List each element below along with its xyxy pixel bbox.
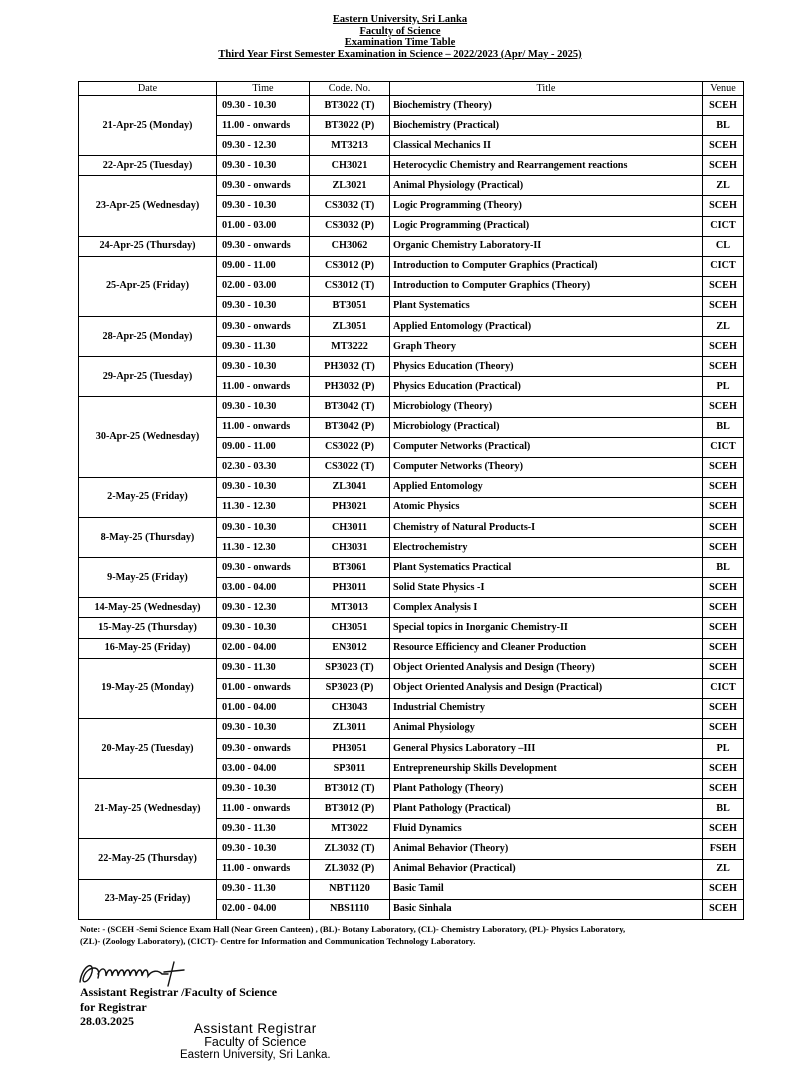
venue-cell: SCEH <box>703 638 744 658</box>
venue-cell: SCEH <box>703 457 744 477</box>
signatory-for: for Registrar <box>80 999 147 1014</box>
venue-cell: SCEH <box>703 337 744 357</box>
course-title-cell: Microbiology (Practical) <box>390 417 703 437</box>
venue-cell: SCEH <box>703 618 744 638</box>
column-header-time: Time <box>217 82 310 96</box>
exam-time-cell: 09.30 - 11.30 <box>217 879 310 899</box>
note-line: (ZL)- (Zoology Laboratory), (CICT)- Centre for Information and Communication Technology Laboratory. <box>80 936 476 946</box>
course-title-cell: Introduction to Computer Graphics (Theory) <box>390 276 703 296</box>
exam-time-cell: 09.30 - 10.30 <box>217 196 310 216</box>
course-code-cell: MT3022 <box>310 819 390 839</box>
exam-time-cell: 02.00 - 03.00 <box>217 276 310 296</box>
table-row <box>79 256 744 276</box>
signatory-title: Assistant Registrar /Faculty of Science <box>80 985 278 999</box>
exam-time-cell: 11.00 - onwards <box>217 859 310 879</box>
table-row <box>79 598 744 618</box>
venue-cell: ZL <box>703 176 744 196</box>
course-code-cell: CH3062 <box>310 236 390 256</box>
table-row <box>79 357 744 377</box>
course-code-cell: ZL3041 <box>310 477 390 497</box>
course-code-cell: ZL3032 (T) <box>310 839 390 859</box>
stamp-line-university: Eastern University, Sri Lanka. <box>180 1049 331 1061</box>
column-header-title: Title <box>390 82 703 96</box>
exam-date-cell: 19-May-25 (Monday) <box>79 658 217 718</box>
exam-time-cell: 09.30 - 10.30 <box>217 618 310 638</box>
exam-date-cell: 8-May-25 (Thursday) <box>79 517 217 557</box>
course-title-cell: Plant Pathology (Practical) <box>390 799 703 819</box>
course-title-cell: Introduction to Computer Graphics (Practical) <box>390 256 703 276</box>
table-row <box>79 317 744 337</box>
course-code-cell: PH3032 (T) <box>310 357 390 377</box>
course-title-cell: Object Oriented Analysis and Design (Practical) <box>390 678 703 698</box>
venue-cell: CICT <box>703 256 744 276</box>
exam-time-cell: 09.30 - onwards <box>217 176 310 196</box>
course-code-cell: NBS1110 <box>310 899 390 919</box>
course-code-cell: BT3042 (P) <box>310 417 390 437</box>
exam-date-cell: 2-May-25 (Friday) <box>79 477 217 517</box>
exam-date-cell: 25-Apr-25 (Friday) <box>79 256 217 316</box>
exam-date-cell: 28-Apr-25 (Monday) <box>79 317 217 357</box>
exam-date-cell: 15-May-25 (Thursday) <box>79 618 217 638</box>
table-row <box>79 397 744 417</box>
course-title-cell: Physics Education (Practical) <box>390 377 703 397</box>
course-title-cell: Plant Pathology (Theory) <box>390 779 703 799</box>
venue-cell: SCEH <box>703 658 744 678</box>
exam-time-cell: 02.30 - 03.30 <box>217 457 310 477</box>
table-row <box>79 618 744 638</box>
course-code-cell: BT3012 (P) <box>310 799 390 819</box>
exam-subtitle: Third Year First Semester Examination in Science – 2022/2023 (Apr/ May - 2025) <box>218 48 582 60</box>
course-code-cell: ZL3021 <box>310 176 390 196</box>
course-title-cell: Organic Chemistry Laboratory-II <box>390 236 703 256</box>
course-code-cell: BT3061 <box>310 558 390 578</box>
course-code-cell: CS3012 (T) <box>310 276 390 296</box>
course-code-cell: CH3051 <box>310 618 390 638</box>
venue-cell: SCEH <box>703 477 744 497</box>
table-row <box>79 638 744 658</box>
exam-time-cell: 03.00 - 04.00 <box>217 759 310 779</box>
venue-cell: SCEH <box>703 879 744 899</box>
venue-cell: CL <box>703 236 744 256</box>
course-title-cell: Computer Networks (Theory) <box>390 457 703 477</box>
course-title-cell: Animal Behavior (Practical) <box>390 859 703 879</box>
course-title-cell: Animal Physiology (Practical) <box>390 176 703 196</box>
exam-date-cell: 20-May-25 (Tuesday) <box>79 718 217 778</box>
exam-time-cell: 09.30 - onwards <box>217 558 310 578</box>
course-title-cell: Basic Sinhala <box>390 899 703 919</box>
venue-cell: SCEH <box>703 779 744 799</box>
signature-date: 28.03.2025 <box>80 1014 134 1028</box>
venue-cell: CICT <box>703 216 744 236</box>
course-code-cell: MT3213 <box>310 136 390 156</box>
course-code-cell: CS3012 (P) <box>310 256 390 276</box>
venue-cell: PL <box>703 739 744 759</box>
course-code-cell: EN3012 <box>310 638 390 658</box>
exam-time-cell: 09.30 - 11.30 <box>217 819 310 839</box>
venue-cell: ZL <box>703 317 744 337</box>
course-code-cell: CS3022 (P) <box>310 437 390 457</box>
venue-cell: ZL <box>703 859 744 879</box>
venue-cell: SCEH <box>703 899 744 919</box>
column-header-venue: Venue <box>703 82 744 96</box>
note-line: Note: - (SCEH -Semi Science Exam Hall (Near Green Canteen) , (BL)- Botany Laboratory, (CL)- Chemistry Laboratory, (PL)- Physics Laboratory, <box>80 924 626 934</box>
exam-date-cell: 14-May-25 (Wednesday) <box>79 598 217 618</box>
course-title-cell: Special topics in Inorganic Chemistry-II <box>390 618 703 638</box>
exam-time-cell: 09.30 - 10.30 <box>217 357 310 377</box>
course-title-cell: Graph Theory <box>390 337 703 357</box>
course-title-cell: Plant Systematics Practical <box>390 558 703 578</box>
table-row <box>79 477 744 497</box>
course-title-cell: Animal Behavior (Theory) <box>390 839 703 859</box>
venue-note <box>80 923 740 947</box>
exam-date-cell: 23-May-25 (Friday) <box>79 879 217 919</box>
venue-cell: SCEH <box>703 276 744 296</box>
course-title-cell: Physics Education (Theory) <box>390 357 703 377</box>
exam-time-cell: 11.00 - onwards <box>217 116 310 136</box>
exam-date-cell: 22-Apr-25 (Tuesday) <box>79 156 217 176</box>
venue-cell: SCEH <box>703 357 744 377</box>
course-title-cell: Entrepreneurship Skills Development <box>390 759 703 779</box>
exam-time-cell: 09.30 - 10.30 <box>217 156 310 176</box>
exam-time-cell: 09.30 - 11.30 <box>217 658 310 678</box>
exam-date-cell: 16-May-25 (Friday) <box>79 638 217 658</box>
exam-date-cell: 30-Apr-25 (Wednesday) <box>79 397 217 477</box>
course-title-cell: Applied Entomology <box>390 477 703 497</box>
exam-time-cell: 09.30 - 10.30 <box>217 96 310 116</box>
course-title-cell: Resource Efficiency and Cleaner Production <box>390 638 703 658</box>
course-title-cell: Applied Entomology (Practical) <box>390 317 703 337</box>
exam-time-cell: 09.30 - onwards <box>217 317 310 337</box>
table-row <box>79 839 744 859</box>
venue-cell: BL <box>703 116 744 136</box>
table-row <box>79 236 744 256</box>
course-code-cell: PH3021 <box>310 497 390 517</box>
exam-time-cell: 09.30 - 12.30 <box>217 136 310 156</box>
table-row <box>79 517 744 537</box>
course-code-cell: PH3051 <box>310 739 390 759</box>
course-title-cell: Logic Programming (Theory) <box>390 196 703 216</box>
venue-cell: SCEH <box>703 598 744 618</box>
course-title-cell: Biochemistry (Practical) <box>390 116 703 136</box>
venue-cell: SCEH <box>703 136 744 156</box>
exam-date-cell: 23-Apr-25 (Wednesday) <box>79 176 217 236</box>
venue-cell: CICT <box>703 437 744 457</box>
course-title-cell: Biochemistry (Theory) <box>390 96 703 116</box>
venue-cell: SCEH <box>703 196 744 216</box>
timetable-body <box>79 96 744 920</box>
venue-cell: SCEH <box>703 517 744 537</box>
course-title-cell: Fluid Dynamics <box>390 819 703 839</box>
venue-cell: FSEH <box>703 839 744 859</box>
course-title-cell: Basic Tamil <box>390 879 703 899</box>
course-title-cell: Atomic Physics <box>390 497 703 517</box>
course-code-cell: CS3032 (T) <box>310 196 390 216</box>
table-row <box>79 558 744 578</box>
venue-cell: SCEH <box>703 718 744 738</box>
stamp-line-faculty: Faculty of Science <box>204 1035 307 1049</box>
university-name: Eastern University, Sri Lanka <box>332 14 468 25</box>
table-row <box>79 658 744 678</box>
venue-cell: SCEH <box>703 397 744 417</box>
exam-time-cell: 11.00 - onwards <box>217 799 310 819</box>
exam-time-cell: 11.00 - onwards <box>217 417 310 437</box>
course-title-cell: General Physics Laboratory –III <box>390 739 703 759</box>
course-code-cell: BT3022 (T) <box>310 96 390 116</box>
column-header-code: Code. No. <box>310 82 390 96</box>
course-code-cell: CH3021 <box>310 156 390 176</box>
venue-cell: SCEH <box>703 698 744 718</box>
course-title-cell: Industrial Chemistry <box>390 698 703 718</box>
venue-cell: SCEH <box>703 96 744 116</box>
course-code-cell: MT3222 <box>310 337 390 357</box>
table-row <box>79 96 744 116</box>
venue-cell: SCEH <box>703 296 744 316</box>
course-code-cell: PH3011 <box>310 578 390 598</box>
course-code-cell: MT3013 <box>310 598 390 618</box>
exam-time-cell: 01.00 - 03.00 <box>217 216 310 236</box>
course-code-cell: SP3023 (P) <box>310 678 390 698</box>
exam-date-cell: 9-May-25 (Friday) <box>79 558 217 598</box>
exam-time-cell: 01.00 - onwards <box>217 678 310 698</box>
course-code-cell: CS3032 (P) <box>310 216 390 236</box>
course-title-cell: Chemistry of Natural Products-I <box>390 517 703 537</box>
course-title-cell: Animal Physiology <box>390 718 703 738</box>
exam-date-cell: 24-Apr-25 (Thursday) <box>79 236 217 256</box>
venue-cell: SCEH <box>703 538 744 558</box>
exam-time-cell: 11.30 - 12.30 <box>217 538 310 558</box>
table-header-row <box>79 82 744 96</box>
exam-time-cell: 01.00 - 04.00 <box>217 698 310 718</box>
course-code-cell: BT3051 <box>310 296 390 316</box>
course-title-cell: Heterocyclic Chemistry and Rearrangement reactions <box>390 156 703 176</box>
venue-cell: SCEH <box>703 156 744 176</box>
venue-cell: CICT <box>703 678 744 698</box>
venue-cell: SCEH <box>703 578 744 598</box>
venue-cell: BL <box>703 799 744 819</box>
exam-time-cell: 09.30 - 10.30 <box>217 718 310 738</box>
course-code-cell: BT3042 (T) <box>310 397 390 417</box>
venue-cell: PL <box>703 377 744 397</box>
course-code-cell: BT3022 (P) <box>310 116 390 136</box>
course-title-cell: Computer Networks (Practical) <box>390 437 703 457</box>
exam-time-cell: 02.00 - 04.00 <box>217 638 310 658</box>
exam-time-cell: 09.30 - 10.30 <box>217 779 310 799</box>
course-code-cell: CH3011 <box>310 517 390 537</box>
venue-cell: SCEH <box>703 759 744 779</box>
exam-time-cell: 09.30 - onwards <box>217 739 310 759</box>
exam-time-cell: 09.30 - 10.30 <box>217 839 310 859</box>
timetable <box>78 81 743 920</box>
course-title-cell: Plant Systematics <box>390 296 703 316</box>
exam-time-cell: 11.30 - 12.30 <box>217 497 310 517</box>
table-row <box>79 718 744 738</box>
course-code-cell: NBT1120 <box>310 879 390 899</box>
stamp-line-title: Assistant Registrar <box>193 1021 317 1036</box>
course-title-cell: Logic Programming (Practical) <box>390 216 703 236</box>
course-title-cell: Electrochemistry <box>390 538 703 558</box>
exam-date-cell: 21-May-25 (Wednesday) <box>79 779 217 839</box>
course-title-cell: Object Oriented Analysis and Design (Theory) <box>390 658 703 678</box>
official-stamp <box>180 1022 331 1062</box>
faculty-name: Faculty of Science <box>359 25 441 37</box>
exam-time-cell: 02.00 - 04.00 <box>217 899 310 919</box>
course-code-cell: ZL3051 <box>310 317 390 337</box>
course-title-cell: Solid State Physics -I <box>390 578 703 598</box>
table-row <box>79 879 744 899</box>
exam-time-cell: 11.00 - onwards <box>217 377 310 397</box>
exam-time-cell: 03.00 - 04.00 <box>217 578 310 598</box>
course-title-cell: Classical Mechanics II <box>390 136 703 156</box>
document-title: Examination Time Table <box>344 37 456 49</box>
venue-cell: BL <box>703 417 744 437</box>
course-code-cell: SP3023 (T) <box>310 658 390 678</box>
exam-time-cell: 09.00 - 11.00 <box>217 256 310 276</box>
venue-cell: SCEH <box>703 819 744 839</box>
course-code-cell: CH3043 <box>310 698 390 718</box>
course-code-cell: ZL3032 (P) <box>310 859 390 879</box>
course-code-cell: PH3032 (P) <box>310 377 390 397</box>
exam-time-cell: 09.30 - 10.30 <box>217 517 310 537</box>
exam-time-cell: 09.00 - 11.00 <box>217 437 310 457</box>
course-code-cell: ZL3011 <box>310 718 390 738</box>
table-row <box>79 176 744 196</box>
course-title-cell: Microbiology (Theory) <box>390 397 703 417</box>
exam-time-cell: 09.30 - 11.30 <box>217 337 310 357</box>
exam-date-cell: 21-Apr-25 (Monday) <box>79 96 217 156</box>
exam-date-cell: 29-Apr-25 (Tuesday) <box>79 357 217 397</box>
exam-time-cell: 09.30 - onwards <box>217 236 310 256</box>
course-code-cell: BT3012 (T) <box>310 779 390 799</box>
exam-time-cell: 09.30 - 10.30 <box>217 397 310 417</box>
exam-time-cell: 09.30 - 10.30 <box>217 296 310 316</box>
course-code-cell: SP3011 <box>310 759 390 779</box>
course-code-cell: CS3022 (T) <box>310 457 390 477</box>
document-header <box>0 14 800 60</box>
exam-date-cell: 22-May-25 (Thursday) <box>79 839 217 879</box>
exam-time-cell: 09.30 - 10.30 <box>217 477 310 497</box>
course-code-cell: CH3031 <box>310 538 390 558</box>
venue-cell: SCEH <box>703 497 744 517</box>
table-row <box>79 156 744 176</box>
table-row <box>79 779 744 799</box>
column-header-date: Date <box>79 82 217 96</box>
venue-cell: BL <box>703 558 744 578</box>
exam-time-cell: 09.30 - 12.30 <box>217 598 310 618</box>
course-title-cell: Complex Analysis I <box>390 598 703 618</box>
